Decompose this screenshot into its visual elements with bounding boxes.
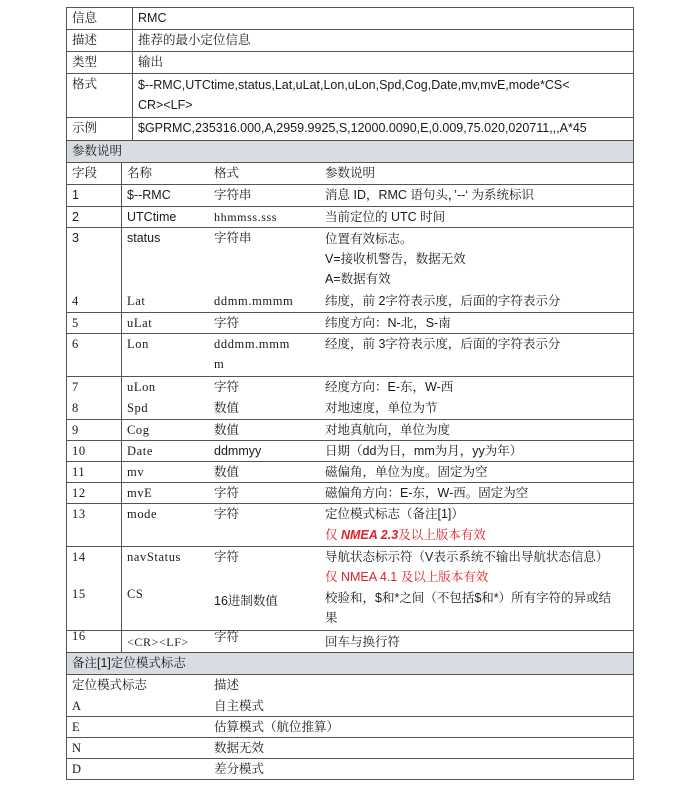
section-title: 参数说明 [72, 144, 123, 158]
field-number: 9 [72, 423, 79, 437]
field-description: 校验和，$和*之间（不包括$和*）所有字符的异或结 [325, 591, 612, 605]
param-row [66, 503, 634, 546]
column-divider [121, 228, 122, 312]
column-divider [121, 313, 122, 333]
field-name: Lon [127, 337, 149, 351]
param-row [66, 440, 634, 461]
rmc-spec-table [66, 7, 634, 780]
param-row [66, 206, 634, 227]
column-divider [121, 504, 122, 546]
field-format: ddmmyy [214, 444, 262, 458]
column-divider [121, 631, 122, 652]
field-format: 数值 [214, 465, 240, 479]
field-description: 磁偏角方向：E-东，W-西。固定为空 [325, 486, 529, 500]
param-row [66, 184, 634, 206]
field-number: 1 [72, 188, 79, 202]
format-line-2: CR><LF> [138, 98, 193, 112]
field-description: 纬度，前 2字符表示度，后面的字符表示分 [325, 294, 561, 308]
mode-description: 自主模式 [214, 699, 265, 713]
field-description: 磁偏角，单位为度。固定为空 [325, 465, 488, 479]
notes-row [66, 758, 634, 780]
field-name: Date [127, 444, 153, 458]
header-format: 格式 [214, 166, 240, 180]
param-row-group [66, 546, 634, 630]
column-divider [121, 377, 122, 419]
params-section-header [66, 140, 634, 162]
column-divider [132, 118, 133, 140]
field-description: 导航状态标示符（V表示系统不输出导航状态信息） [325, 550, 609, 564]
info-label: 描述 [72, 33, 98, 47]
column-divider [132, 74, 133, 117]
field-format: 字符 [214, 550, 240, 564]
column-divider [121, 420, 122, 440]
header-description: 参数说明 [325, 166, 376, 180]
mode-flag: A [72, 699, 82, 713]
section-title: 备注[1]定位模式标志 [72, 656, 186, 670]
field-name: Cog [127, 423, 150, 437]
field-name: uLat [127, 316, 153, 330]
field-number: 5 [72, 316, 79, 330]
notes-section-header [66, 652, 634, 674]
field-format: 16进制数值 [214, 594, 278, 608]
param-row [66, 482, 634, 503]
field-format: 字符 [214, 380, 240, 394]
field-name: <CR><LF> [127, 635, 189, 649]
info-value: RMC [138, 11, 167, 25]
info-value: 输出 [138, 55, 164, 69]
info-row-format [66, 73, 634, 117]
version-note: 仅 NMEA 4.1 及以上版本有效 [325, 570, 489, 584]
field-name: uLon [127, 380, 156, 394]
params-column-headers [66, 162, 634, 184]
param-row-group [66, 227, 634, 312]
header-description: 描述 [214, 678, 240, 692]
field-format: m [214, 357, 225, 371]
field-format: 数值 [214, 423, 240, 437]
field-name: mode [127, 507, 158, 521]
param-row [66, 312, 634, 333]
column-divider [121, 547, 122, 630]
field-name: status [127, 231, 161, 245]
field-number: 14 [72, 550, 86, 564]
field-format: 字符 [214, 486, 240, 500]
field-description: 纬度方向：N-北，S-南 [325, 316, 451, 330]
param-row [66, 333, 634, 376]
header-mode-flag: 定位模式标志 [72, 678, 148, 692]
info-row-type [66, 51, 634, 73]
info-row-description [66, 29, 634, 51]
field-number: 3 [72, 231, 79, 245]
field-description: 经度，前 3字符表示度，后面的字符表示分 [325, 337, 561, 351]
field-name: UTCtime [127, 210, 177, 224]
column-divider [121, 483, 122, 503]
field-number: 8 [72, 401, 79, 415]
field-number: 13 [72, 507, 86, 521]
format-line-1: $--RMC,UTCtime,status,Lat,uLat,Lon,uLon,Spd,Cog,Date,mv,mvE,mode*CS< [138, 78, 570, 92]
field-format: 字符 [214, 630, 240, 644]
field-format: 字符 [214, 507, 240, 521]
mode-flag: E [72, 720, 81, 734]
field-name: Lat [127, 294, 146, 308]
info-label: 示例 [72, 121, 98, 135]
notes-row [66, 716, 634, 737]
field-number: 4 [72, 294, 79, 308]
info-value: 推荐的最小定位信息 [138, 33, 251, 47]
column-divider [121, 334, 122, 376]
field-description: 果 [325, 611, 338, 625]
field-description: 当前定位的 UTC 时间 [325, 210, 446, 224]
column-divider [121, 441, 122, 461]
field-description: 日期（dd为日，mm为月，yy为年） [325, 444, 523, 458]
field-number: 10 [72, 444, 86, 458]
field-number: 2 [72, 210, 79, 224]
field-number: 11 [72, 465, 86, 479]
notes-row [66, 737, 634, 758]
field-name: navStatus [127, 550, 182, 564]
field-format: ddmm.mmmm [214, 294, 294, 308]
field-format: dddmm.mmm [214, 337, 290, 351]
field-name: Spd [127, 401, 149, 415]
mode-description: 数据无效 [214, 741, 265, 755]
field-format: 数值 [214, 401, 240, 415]
header-field: 字段 [72, 166, 98, 180]
note-prefix: 仅 [325, 528, 341, 542]
header-name: 名称 [127, 166, 153, 180]
column-divider [121, 163, 122, 184]
param-row [66, 461, 634, 482]
mode-flag: N [72, 741, 82, 755]
column-divider [132, 52, 133, 73]
field-description: V=接收机警告，数据无效 [325, 252, 466, 266]
field-description: 对地真航向，单位为度 [325, 423, 451, 437]
field-description: A=数据有效 [325, 272, 391, 286]
param-row [66, 419, 634, 440]
field-format: 字符串 [214, 231, 252, 245]
mode-description: 差分模式 [214, 762, 265, 776]
info-label: 信息 [72, 11, 98, 25]
info-label: 格式 [72, 77, 98, 91]
field-description: 经度方向：E-东，W-西 [325, 380, 454, 394]
field-name: $--RMC [127, 188, 171, 202]
param-row-group [66, 376, 634, 419]
column-divider [121, 207, 122, 227]
field-format: 字符串 [214, 188, 252, 202]
info-value: $GPRMC,235316.000,A,2959.9925,S,12000.0090,E,0.009,75.020,020711,,,A*45 [138, 121, 587, 135]
info-label: 类型 [72, 55, 98, 69]
column-divider [121, 185, 122, 206]
field-format: 字符 [214, 316, 240, 330]
notes-header-and-first-row [66, 674, 634, 716]
field-number: 6 [72, 337, 79, 351]
field-number: 12 [72, 486, 86, 500]
field-name: mvE [127, 486, 153, 500]
mode-flag: D [72, 762, 82, 776]
mode-description: 估算模式（航位推算） [214, 720, 340, 734]
field-description: 位置有效标志。 [325, 232, 413, 246]
version-note [325, 525, 486, 546]
column-divider [132, 8, 133, 29]
field-name: mv [127, 465, 145, 479]
column-divider [132, 30, 133, 51]
note-version: NMEA 2.3 [340, 528, 399, 542]
info-row-example [66, 117, 634, 140]
field-format: hhmmss.sss [214, 210, 278, 224]
info-row-message [66, 7, 634, 29]
field-number: 16 [72, 629, 86, 643]
param-row [66, 630, 634, 652]
field-number: 7 [72, 380, 79, 394]
field-description: 消息 ID，RMC 语句头，’--‘ 为系统标识 [325, 188, 535, 202]
note-suffix: 及以上版本有效 [398, 528, 486, 542]
field-description: 定位模式标志（备注[1]） [325, 507, 464, 521]
field-description: 回车与换行符 [325, 635, 401, 649]
field-name: CS [127, 587, 144, 601]
column-divider [121, 462, 122, 482]
field-description: 对地速度，单位为节 [325, 401, 438, 415]
field-number: 15 [72, 587, 86, 601]
